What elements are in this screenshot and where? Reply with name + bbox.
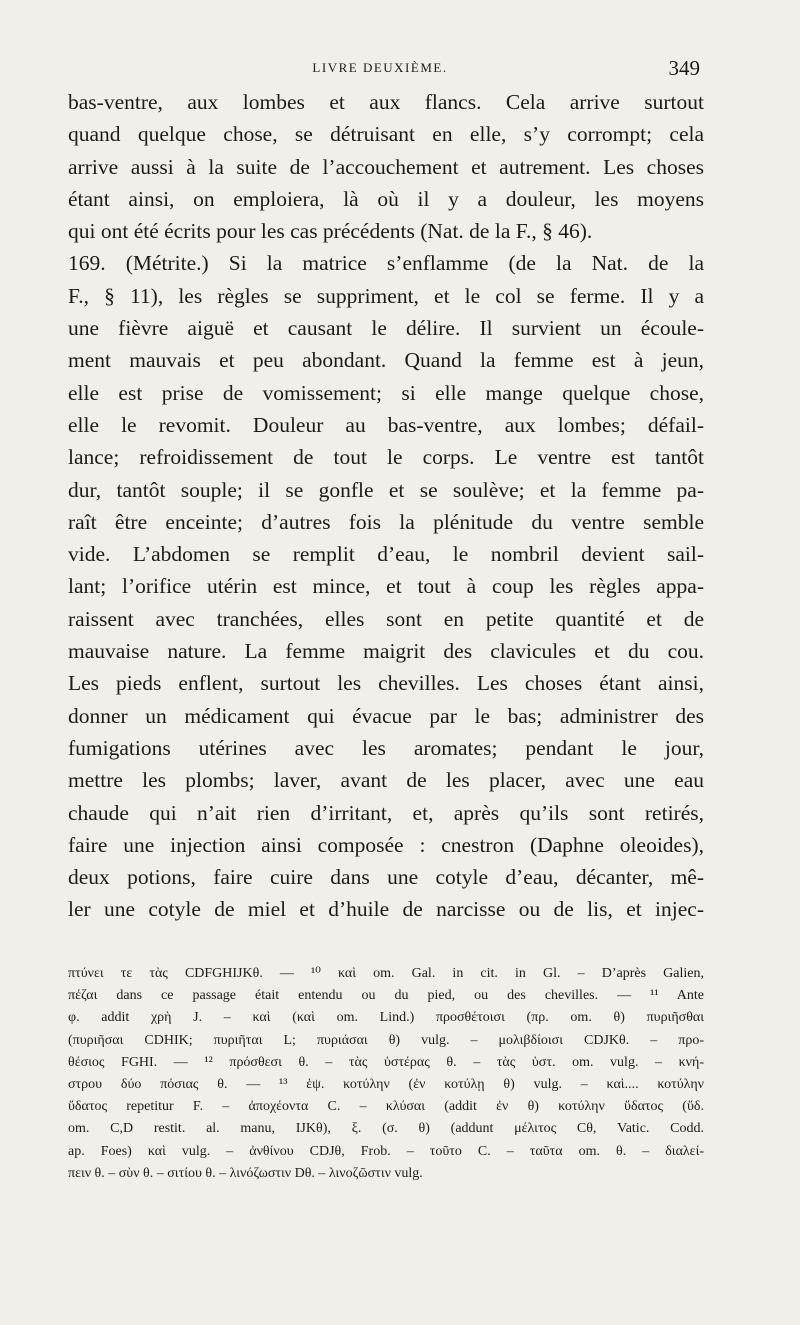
footnote-line: πτύνει τε τὰς CDFGHIJKθ. — ¹⁰ καὶ om. Gal. in cit. in Gl. – D’après Galien, [68,966,704,981]
footnote-line: (πυριῆσαι CDHIK; πυριῆται L; πυριάσαι θ) vulg. – μολιβδίοισι CDJKθ. – προ- [68,1032,704,1048]
text-line: qui ont été écrits pour les cas précédents (Nat. de la F., § 46). [68,219,593,244]
page-number: 349 [668,56,700,80]
text-line: lance; refroidissement de tout le corps. Le ventre est tantôt [68,445,704,470]
text-line: bas-ventre, aux lombes et aux flancs. Cela arrive surtout [68,90,704,114]
text-line: elle le revomit. Douleur au bas-ventre, aux lombes; défail- [68,412,704,437]
running-title: LIVRE DEUXIÈME. [312,60,448,75]
text-line: arrive aussi à la suite de l’accouchement et autrement. Les choses [68,154,704,179]
text-line: raissent avec tranchées, elles sont en petite quantité et de [68,606,704,631]
footnote-line: ὕδατος repetitur F. – ἀποχέοντα C. – κλύσαι (addit ἐν θ) κοτύλην ὕδατος (ὕδ. [68,1099,704,1115]
text-line: quand quelque chose, se détruisant en elle, s’y corrompt; cela [68,122,704,147]
text-line: une fièvre aiguë et causant le délire. Il survient un écoule- [68,316,704,341]
text-line: elle est prise de vomissement; si elle mange quelque chose, [68,380,704,405]
footnote-line: φ. addit χρὴ J. – καὶ (καὶ om. Lind.) προσθέτοισι (πρ. om. θ) πυριῆσθαι [68,1010,704,1026]
footnote-line: ap. Foes) καὶ vulg. – ἀνθίνου CDJθ, Frob. – τοῦτο C. – ταῦτα om. θ. – διαλεί- [68,1143,704,1159]
text-line: donner un médicament qui évacue par le bas; administrer des [68,703,704,728]
text-line: ment mauvais et peu abondant. Quand la femme est à jeun, [68,348,704,373]
footnotes [68,963,704,1185]
footnote-line: om. C,D restit. al. manu, IJKθ), ξ. (σ. θ) (addunt μέλιτος Cθ, Vatic. Codd. [68,1121,704,1137]
text-line: chaude qui n’ait rien d’irritant, et, après qu’ils sont retirés, [68,800,704,825]
text-line: deux potions, faire cuire dans une cotyle d’eau, décanter, mê- [68,865,704,890]
running-head [60,56,700,80]
main-text [68,86,704,926]
text-line: F., § 11), les règles se suppriment, et le col se ferme. Il y a [68,283,704,308]
footnote-line: πέζαι dans ce passage était entendu ou du pied, ou des chevilles. — ¹¹ Ante [68,988,704,1004]
footnote-line: θέσιος FGHI. — ¹² πρόσθεσι θ. – τὰς ὑστέρας θ. – τὰς ὑστ. om. vulg. – κνή- [68,1054,704,1070]
footnote-line: στρου δύο πόσιας θ. — ¹³ ἑψ. κοτύλην (ἐν κοτύλῃ θ) vulg. – καὶ.... κοτύλην [68,1076,704,1092]
text-line: mettre les plombs; laver, avant de les placer, avec une eau [68,768,704,793]
text-line: mauvaise nature. La femme maigrit des clavicules et du cou. [68,639,704,664]
text-line: faire une injection ainsi composée : cnestron (Daphne oleoides), [68,832,704,857]
text-line: étant ainsi, on emploiera, là où il y a douleur, les moyens [68,186,704,211]
text-line: vide. L’abdomen se remplit d’eau, le nombril devient sail- [68,542,704,567]
text-line: ler une cotyle de miel et d’huile de narcisse ou de lis, et injec- [68,897,704,922]
section-heading-line: 169. (Métrite.) Si la matrice s’enflamme (de la Nat. de la [68,251,704,276]
text-line: Les pieds enflent, surtout les chevilles. Les choses étant ainsi, [68,671,704,696]
text-line: raît être enceinte; d’autres fois la plénitude du ventre semble [68,509,704,534]
text-line: lant; l’orifice utérin est mince, et tout à coup les règles appa- [68,574,704,599]
text-line: fumigations utérines avec les aromates; pendant le jour, [68,735,704,760]
footnote-line: πειν θ. – σὺν θ. – σιτίου θ. – λινόζωστιν Dθ. – λινοζῶστιν vulg. [68,1165,423,1181]
text-line: dur, tantôt souple; il se gonfle et se soulève; et la femme pa- [68,477,704,502]
